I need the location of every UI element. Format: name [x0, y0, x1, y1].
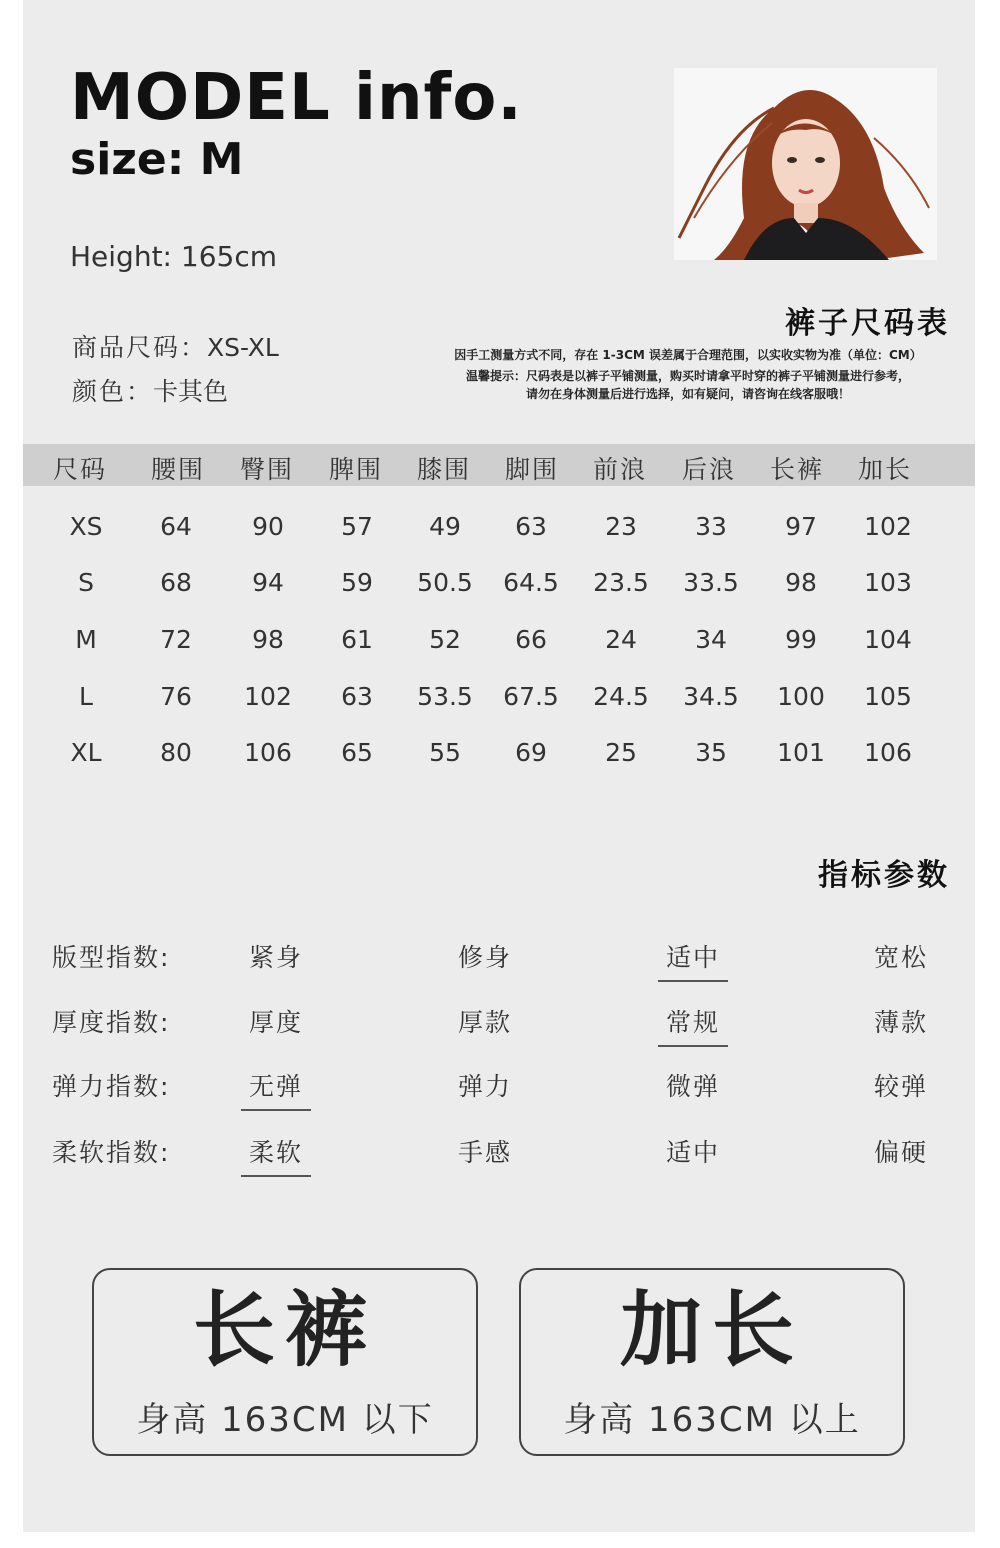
indicator-option: 弹力: [457, 1072, 513, 1101]
measurement-cell: 53.5: [417, 682, 473, 711]
measurement-cell: 33.5: [683, 568, 739, 597]
measurement-cell: 98: [252, 625, 284, 654]
length-box-extended: [519, 1268, 905, 1456]
indicator-option: 薄款: [873, 1008, 929, 1037]
indicator-option: 适中: [665, 1138, 721, 1167]
measurement-cell: 98: [785, 568, 817, 597]
measurement-cell: 101: [777, 738, 825, 767]
indicator-option: 手感: [457, 1138, 513, 1167]
measurement-cell: 80: [160, 738, 192, 767]
header-leg-opening: 脚围: [504, 455, 560, 484]
indicator-label: 厚度指数:: [52, 1008, 171, 1037]
indicator-option: 宽松: [873, 943, 929, 972]
header-length: 长裤: [769, 455, 825, 484]
indicator-label: 柔软指数:: [52, 1138, 171, 1167]
size-label-cell: M: [75, 625, 97, 654]
measurement-cell: 102: [244, 682, 292, 711]
measurement-cell: 94: [252, 568, 284, 597]
indicator-label: 弹力指数:: [52, 1072, 171, 1101]
size-label-cell: L: [79, 682, 93, 711]
length-desc: 身高 163CM 以上: [563, 1400, 861, 1440]
measurement-cell: 100: [777, 682, 825, 711]
length-desc: 身高 163CM 以下: [136, 1400, 434, 1440]
measurement-cell: 65: [341, 738, 373, 767]
model-size: size: M: [70, 134, 244, 185]
measurement-cell: 33: [695, 512, 727, 541]
size-label-cell: S: [78, 568, 94, 597]
color-value: 卡其色: [153, 377, 229, 406]
size-label-cell: XS: [69, 512, 103, 541]
measurement-cell: 34: [695, 625, 727, 654]
header-front-rise: 前浪: [592, 455, 648, 484]
measurement-cell: 52: [429, 625, 461, 654]
measurement-cell: 64.5: [503, 568, 559, 597]
model-height: Height: 165cm: [70, 240, 278, 273]
size-chart-note-3: 请勿在身体测量后进行选择，如有疑问，请咨询在线客服哦！: [525, 387, 850, 401]
measurement-cell: 69: [515, 738, 547, 767]
measurement-cell: 63: [515, 512, 547, 541]
size-range-value: XS-XL: [207, 333, 279, 362]
measurement-cell: 97: [785, 512, 817, 541]
color-label: 颜色：: [72, 377, 154, 406]
measurement-cell: 64: [160, 512, 192, 541]
measurement-cell: 23: [605, 512, 637, 541]
color-spec: [72, 372, 228, 408]
length-name: 加长: [619, 1283, 804, 1378]
header-size: 尺码: [52, 455, 108, 484]
measurement-cell: 55: [429, 738, 461, 767]
measurement-cell: 61: [341, 625, 373, 654]
indicators-title: 指标参数: [818, 858, 950, 893]
measurement-cell: 59: [341, 568, 373, 597]
measurement-cell: 104: [864, 625, 912, 654]
measurement-cell: 72: [160, 625, 192, 654]
measurement-cell: 63: [341, 682, 373, 711]
header-thigh: 脾围: [328, 455, 384, 484]
measurement-cell: 99: [785, 625, 817, 654]
indicator-option: 厚度: [248, 1008, 304, 1037]
size-chart-title: 裤子尺码表: [785, 306, 950, 341]
indicator-option-selected: 无弹: [249, 1067, 303, 1103]
indicator-option: 紧身: [248, 943, 304, 972]
measurement-cell: 76: [160, 682, 192, 711]
size-chart-note-2: 温馨提示：尺码表是以裤子平铺测量，购买时请拿平时穿的裤子平铺测量进行参考，: [465, 369, 910, 383]
measurement-cell: 102: [864, 512, 912, 541]
measurement-cell: 90: [252, 512, 284, 541]
header-back-rise: 后浪: [681, 455, 737, 484]
measurement-cell: 106: [864, 738, 912, 767]
measurement-cell: 49: [429, 512, 461, 541]
model-photo: [674, 68, 937, 260]
indicator-option: 厚款: [457, 1008, 513, 1037]
indicator-option: 偏硬: [873, 1138, 929, 1167]
header-knee: 膝围: [416, 455, 472, 484]
measurement-cell: 24.5: [593, 682, 649, 711]
header-extended-length: 加长: [857, 455, 913, 484]
measurement-cell: 66: [515, 625, 547, 654]
length-name: 长裤: [192, 1283, 377, 1378]
size-range-label: 商品尺码：: [72, 333, 208, 362]
header-hip: 臀围: [239, 455, 295, 484]
indicator-option-selected: 柔软: [249, 1133, 303, 1169]
indicator-option-selected: 常规: [666, 1003, 720, 1039]
measurement-cell: 23.5: [593, 568, 649, 597]
indicator-option: 修身: [457, 943, 513, 972]
size-range: [72, 328, 279, 364]
length-box-regular: [92, 1268, 478, 1456]
measurement-cell: 106: [244, 738, 292, 767]
measurement-cell: 50.5: [417, 568, 473, 597]
measurement-cell: 67.5: [503, 682, 559, 711]
indicator-option: 较弹: [873, 1072, 929, 1101]
measurement-cell: 68: [160, 568, 192, 597]
model-info-title: MODEL info.: [70, 61, 523, 135]
measurement-cell: 25: [605, 738, 637, 767]
size-chart-note-1: 因手工测量方式不同，存在 1-3CM 误差属于合理范围，以实收实物为准（单位：CM）: [454, 348, 922, 362]
measurement-cell: 105: [864, 682, 912, 711]
header-waist: 腰围: [150, 455, 206, 484]
measurement-cell: 103: [864, 568, 912, 597]
measurement-cell: 57: [341, 512, 373, 541]
measurement-cell: 34.5: [683, 682, 739, 711]
indicator-option-selected: 适中: [666, 938, 720, 974]
measurement-cell: 35: [695, 738, 727, 767]
measurement-cell: 24: [605, 625, 637, 654]
indicator-option: 微弹: [665, 1072, 721, 1101]
size-label-cell: XL: [70, 738, 102, 767]
indicator-label: 版型指数:: [52, 943, 171, 972]
